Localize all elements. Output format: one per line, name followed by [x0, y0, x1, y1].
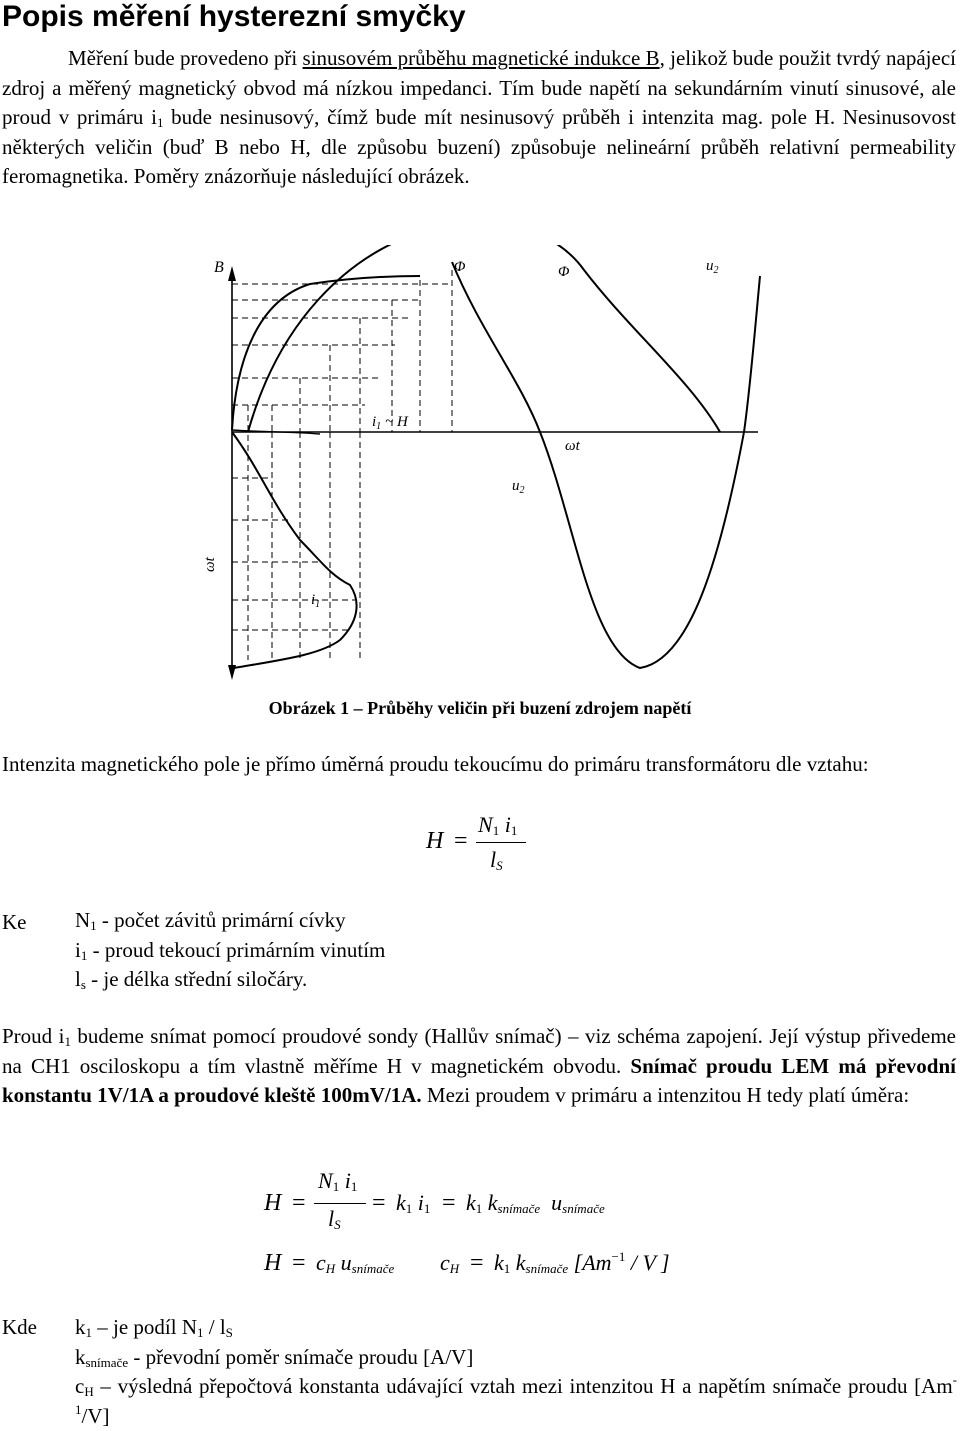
label-omega-t-left: ωt: [202, 557, 218, 572]
paragraph-intensity: Intenzita magnetického pole je přímo úměrná proudu tekoucímu do primáru transformátoru dle vztahu:: [2, 752, 869, 776]
label-omega-t: ωt: [565, 438, 580, 454]
label-b: B: [214, 259, 224, 276]
intro-underlined: sinusovém průběhu magnetické indukce B: [302, 46, 660, 70]
def-n1: $N_1$ - počet závitů primární cívky: [75, 908, 346, 933]
f2-numerator: $N_1$ $i_1$: [318, 1168, 358, 1194]
phi-curve: [248, 245, 720, 432]
formula-h-lhs: H: [426, 828, 444, 854]
intro-paragraph: [2, 44, 956, 192]
def-ch: $c_H$ – výsledná přepočtová konstanta udávající vztah mezi intenzitou H a napětím snímače proudu $[Am^{-1}/V]$: [75, 1372, 957, 1428]
paragraph-probe: Proud $i_1$ budeme snímat pomocí proudové sondy (Hallův snímač) – viz schéma zapojení. Její výstup přivedeme na CH1 osciloskopu a tím vlastně měříme H v magnetickém obvodu. Snímač proudu LEM má převodní konstantu 1V/1A a proudové kleště 100mV/1A. Mezi proudem v primáru a intenzitou H tedy platí úměra:: [2, 1024, 956, 1107]
formula-h: [426, 812, 546, 882]
defs1-list: [75, 906, 385, 995]
waveform-figure: [0, 245, 960, 685]
def-ksnimace: $k_{snímače}$ - převodní poměr snímače proudu [A/V]: [75, 1344, 474, 1370]
formula-h-denominator: $l_S$: [490, 847, 503, 873]
label-u2-top: $u_2$: [706, 258, 719, 276]
label-phi-1: Φ: [454, 259, 466, 275]
label-phi-2: Φ: [558, 264, 570, 280]
page-title: Popis měření hysterezní smyčky: [2, 0, 466, 33]
formula-block-2: H = $N_1$ $i_1$ $l_S$ = $k_1$ $i_1$ = $k_1$ $k_{snímače}$ $u_{snímače}$ H = $c_H$ $u_{snímače}$ $c_H$ = $k_1$ $k_{snímače}$ [$Am^{-1}$ / V ]: [264, 1168, 670, 1276]
defs2-intro: Kde: [2, 1315, 37, 1339]
defs1-intro: Ke: [2, 910, 27, 934]
intro-text-2: , jelikož bude použit tvrdý napájecí zdroj a měřený magnetický obvod má nízkou impedanci. Tím bude napětí na sekundárním vinutí sinusové, ale proud v primáru i: [2, 46, 956, 129]
u2-curve: [452, 262, 760, 668]
intro-sub: 1: [156, 115, 164, 130]
label-i1-bottom: $i_1$: [311, 592, 321, 610]
def-i1: $i_1$ - proud tekoucí primárním vinutím: [75, 937, 386, 963]
probe-constant-bold: Snímač proudu LEM má převodní konstantu 1V/1A a proudové kleště 100mV/1A.: [2, 1053, 956, 1107]
label-u2-mid: $u_2$: [512, 478, 525, 496]
formula-h-eq: =: [454, 828, 468, 854]
formula-h-numerator: $N_1$ $i_1$: [478, 812, 518, 838]
figure-caption: Obrázek 1 – Průběhy veličin při buzení zdrojem napětí: [268, 698, 692, 718]
def-k1: $k_1$ – je podíl $N_1 / l_S$: [75, 1315, 233, 1340]
label-i1-h: $i_1$ ~ H: [372, 414, 408, 432]
intro-text-1: Měření bude provedeno při: [68, 46, 303, 70]
def-ls: $l_s$ - je délka střední siločáry.: [75, 967, 308, 992]
fraction-bar: [476, 842, 526, 843]
intro-text-3: bude nesinusový, čímž bude mít nesinusový průběh i intenzita mag. pole H. Nesinusovost některých veličin (buď B nebo H, dle způsobu buzení) způsobuje nelineární průběh relativní permeability feromagnetika. Poměry znázorňuje následující obrázek.: [2, 105, 956, 188]
defs2-list: [75, 1313, 957, 1431]
i1-curve: [232, 432, 357, 668]
